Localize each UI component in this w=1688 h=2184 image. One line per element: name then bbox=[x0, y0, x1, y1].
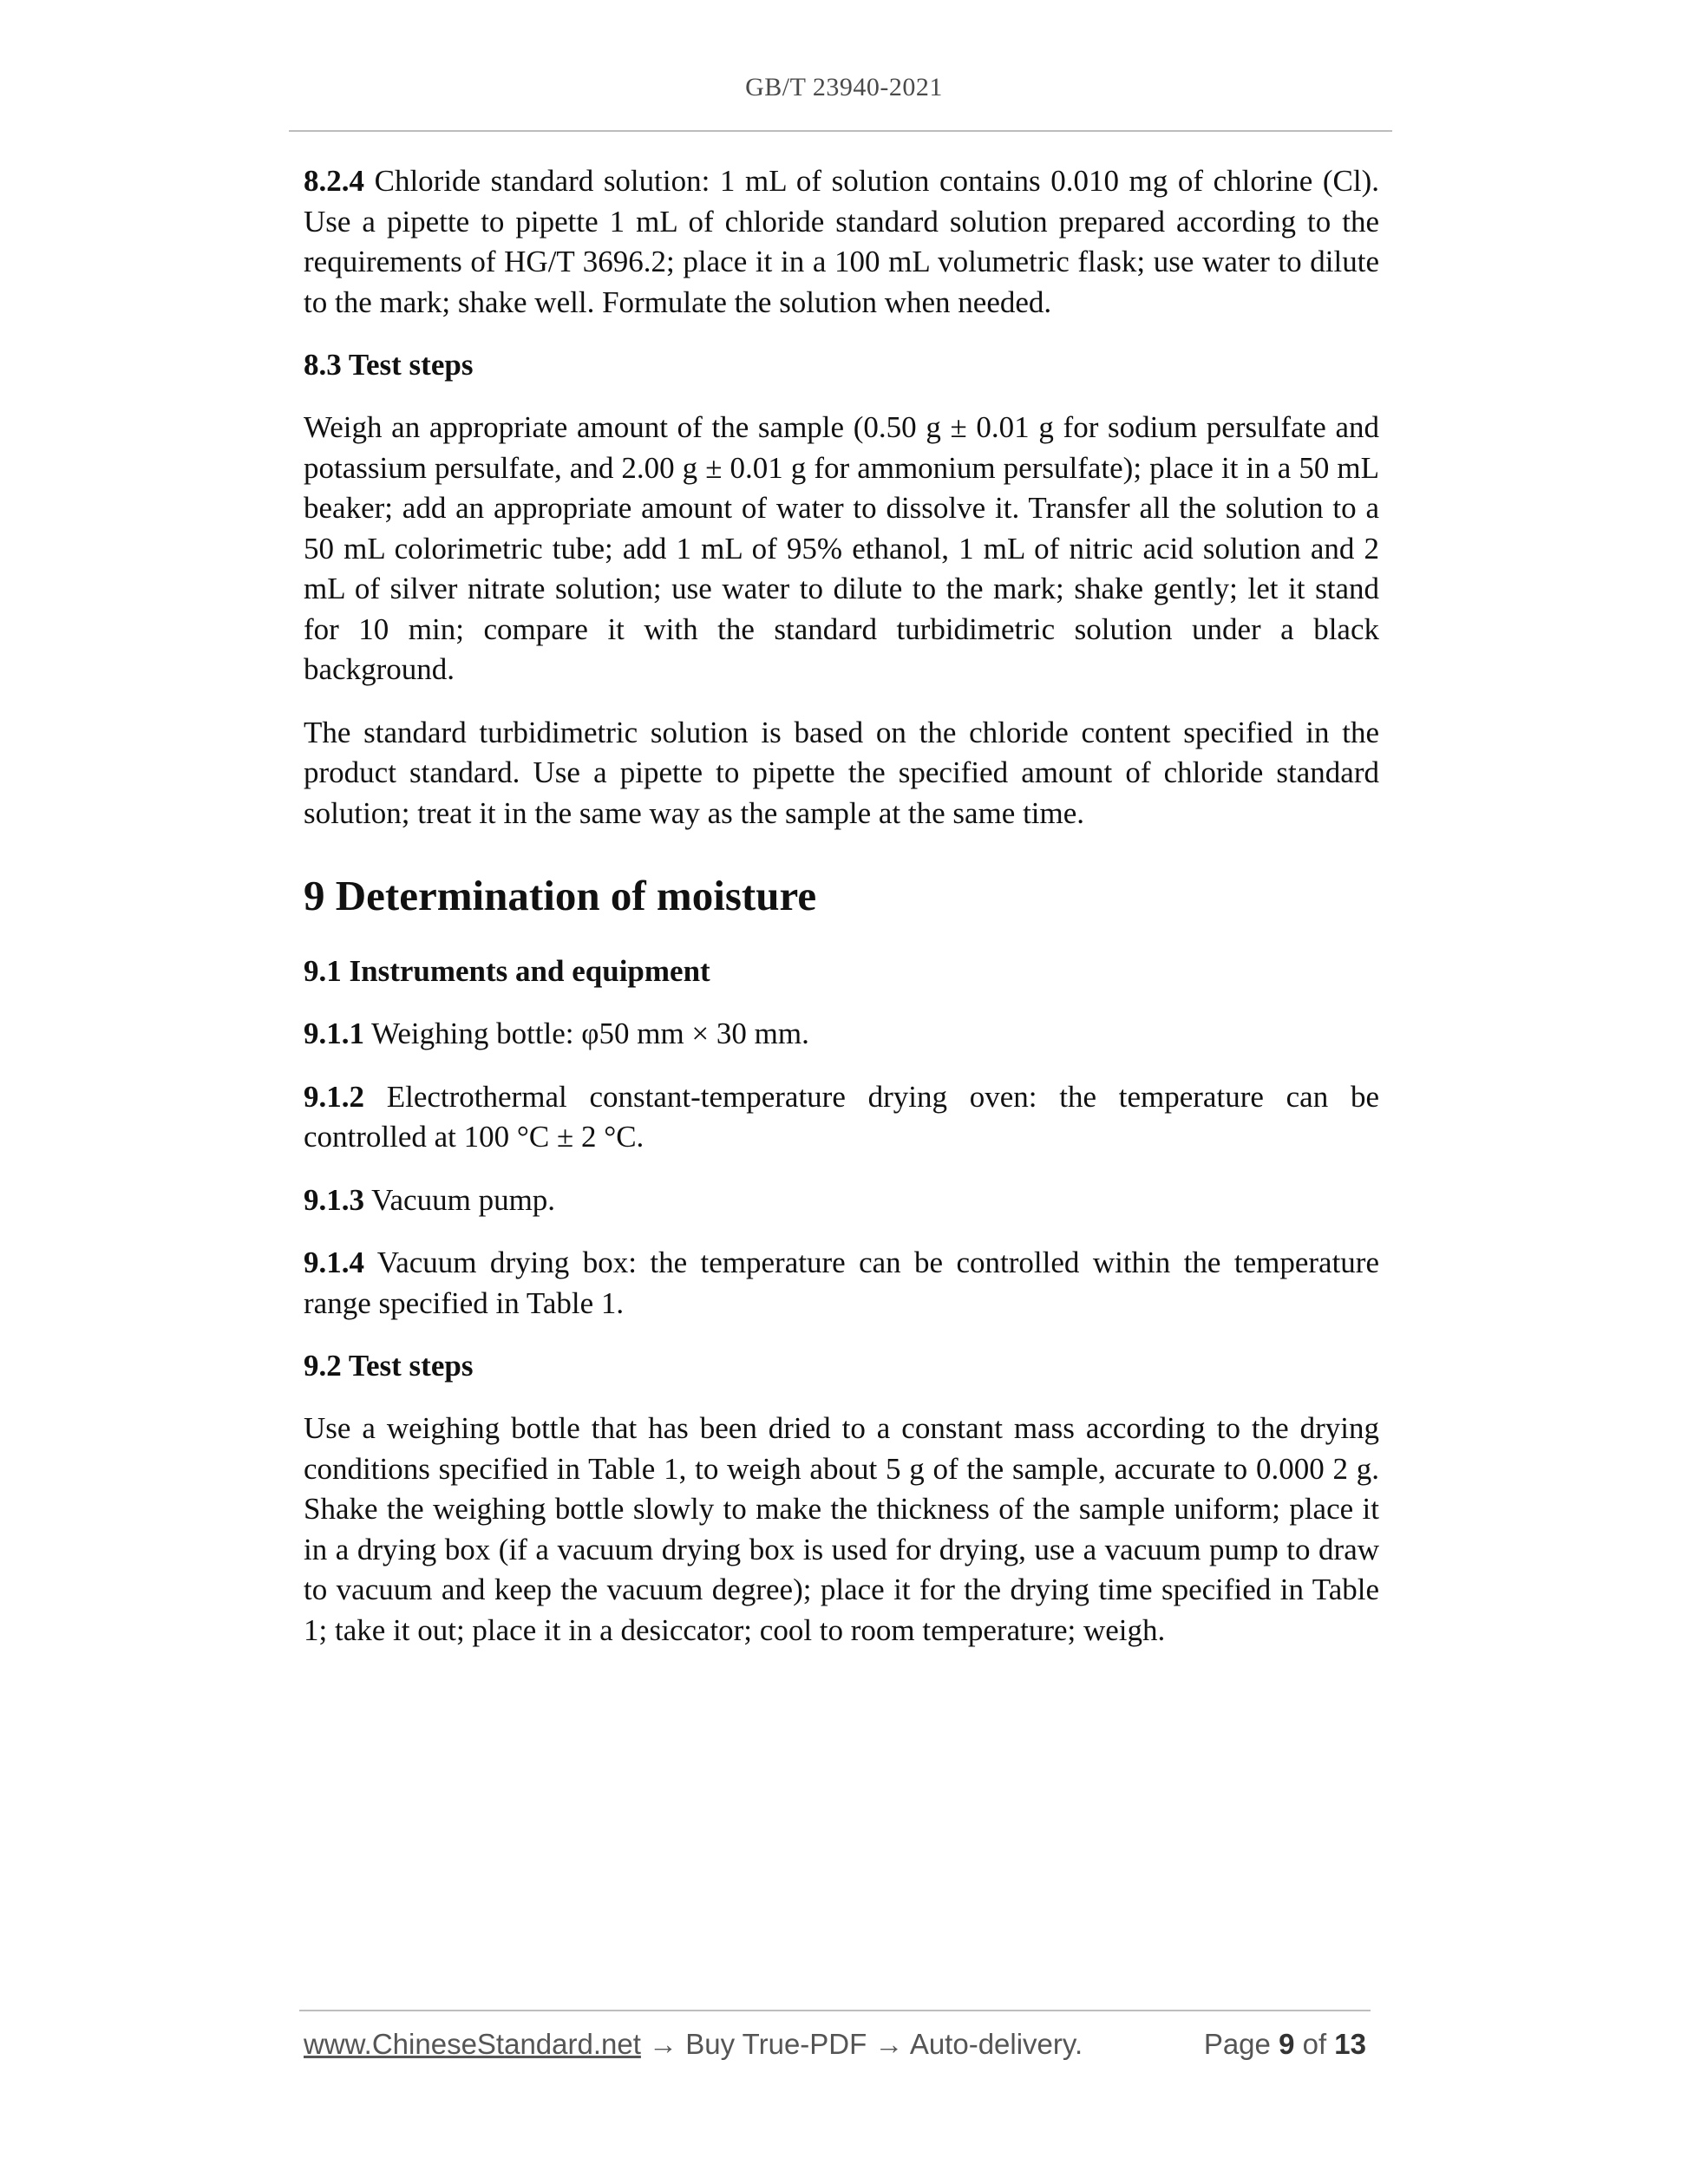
page-prefix: Page bbox=[1203, 2028, 1279, 2060]
clause-number: 8.2.4 bbox=[304, 164, 364, 198]
section-heading-9: 9 Determination of moisture bbox=[304, 872, 817, 919]
footer-tagline: → Buy True-PDF → Auto-delivery. bbox=[640, 2028, 1083, 2060]
clause-9-1-4 bbox=[304, 1243, 1379, 1324]
clause-text: Electrothermal constant-temperature drying oven: the temperature can be controlled at 100 °C ± 2 °C. bbox=[304, 1079, 1379, 1154]
clause-number: 9.1.3 bbox=[304, 1182, 364, 1217]
page-footer bbox=[304, 2028, 1366, 2066]
page-number: 9 bbox=[1279, 2028, 1295, 2060]
document-body bbox=[304, 161, 1379, 1651]
paragraph-8-3-1: Weigh an appropriate amount of the sample (0.50 g ± 0.01 g for sodium persulfate and potassium persulfate, and 2.00 g ± 0.01 g for ammonium persulfate); place it in a 50 mL beaker; add an appropriate amount of water to dissolve it. Transfer all the solution to a 50 mL colorimetric tube; add 1 mL of 95% ethanol, 1 mL of nitric acid solution and 2 mL of silver nitrate solution; use water to dilute to the mark; shake gently; let it stand for 10 min; compare it with the standard turbidimetric solution under a black background. bbox=[304, 410, 1379, 686]
page-total: 13 bbox=[1334, 2028, 1366, 2060]
footer-promo bbox=[304, 2028, 1083, 2061]
page-of: of bbox=[1294, 2028, 1335, 2060]
clause-8-2-4 bbox=[304, 161, 1379, 323]
clause-text: Chloride standard solution: 1 mL of solution contains 0.010 mg of chlorine (Cl). Use a pipette to pipette 1 mL of chloride standard solution prepared according to the requirements of HG/T 3696.2; place it in a 100 mL volumetric flask; use water to dilute to the mark; shake well. Formulate the solution when needed. bbox=[304, 164, 1379, 319]
clause-text: Vacuum drying box: the temperature can be controlled within the temperature range specified in Table 1. bbox=[304, 1246, 1379, 1320]
clause-number: 9.1.4 bbox=[304, 1246, 364, 1279]
clause-9-1-2 bbox=[304, 1077, 1379, 1158]
paragraph-9-2-1: Use a weighing bottle that has been dried to a constant mass according to the drying conditions specified in Table 1, to weigh about 5 g of the sample, accurate to 0.000 2 g. Shake the weighing bottle slowly to make the thickness of the sample uniform; place it in a drying box (if a vacuum drying box is used for drying, use a vacuum pump to draw to vacuum and keep the vacuum degree); place it for the drying time specified in Table 1; take it out; place it in a desiccator; cool to room temperature; weigh. bbox=[304, 1411, 1379, 1647]
website-link[interactable]: www.ChineseStandard.net bbox=[304, 2028, 641, 2060]
paragraph-8-3-2: The standard turbidimetric solution is based on the chloride content specified in the product standard. Use a pipette to pipette the specified amount of chloride standard solution; treat it in the same way as the sample at the same time. bbox=[304, 715, 1379, 830]
clause-text: Vacuum pump. bbox=[371, 1182, 556, 1217]
clause-number: 9.1.1 bbox=[304, 1017, 364, 1050]
subheading-8-3: 8.3 Test steps bbox=[304, 348, 474, 382]
page-header: GB/T 23940-2021 bbox=[745, 73, 943, 101]
footer-divider bbox=[299, 2010, 1371, 2011]
clause-9-1-3 bbox=[304, 1180, 1379, 1221]
clause-text: Weighing bottle: φ50 mm × 30 mm. bbox=[371, 1017, 809, 1050]
subheading-9-2: 9.2 Test steps bbox=[304, 1349, 474, 1383]
subheading-9-1: 9.1 Instruments and equipment bbox=[304, 954, 710, 988]
clause-number: 9.1.2 bbox=[304, 1079, 364, 1114]
header-divider bbox=[289, 130, 1392, 132]
clause-9-1-1 bbox=[304, 1014, 1379, 1055]
page-indicator bbox=[1204, 2028, 1366, 2061]
